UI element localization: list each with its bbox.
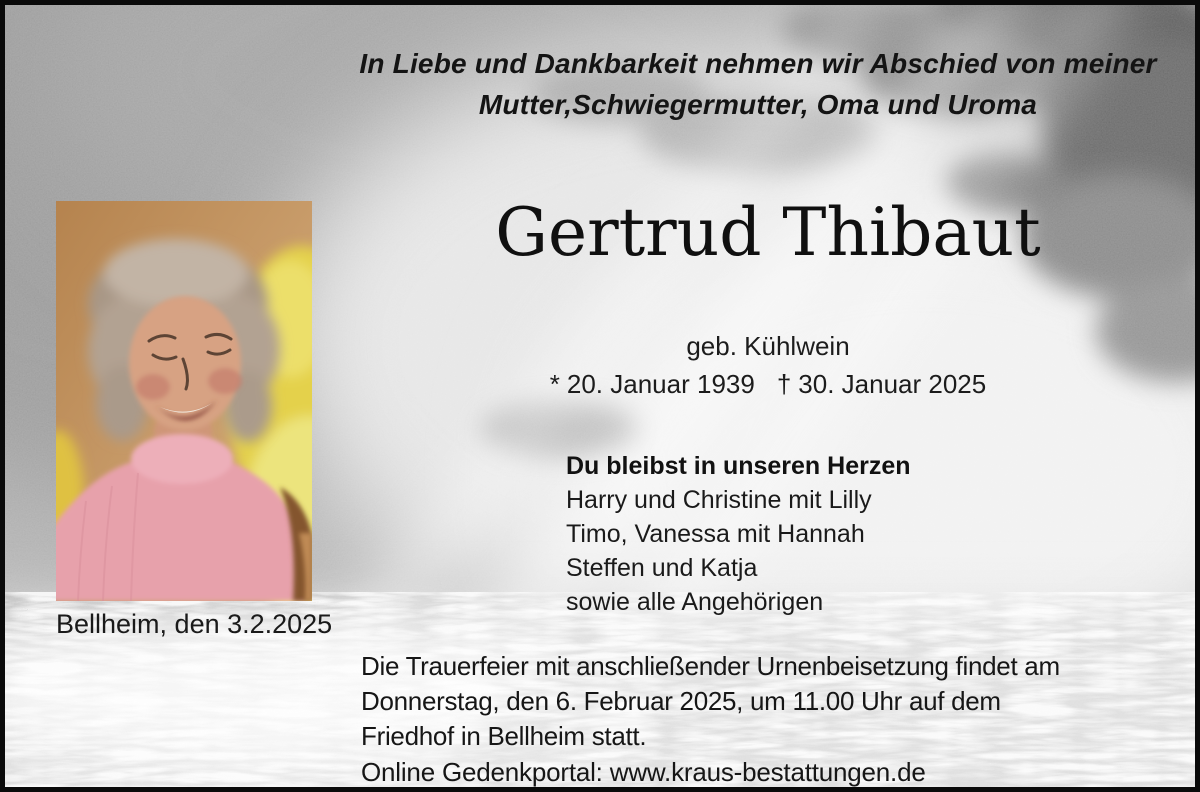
intro-line-1: In Liebe und Dankbarkeit nehmen wir Abschied von meiner xyxy=(359,48,1157,79)
funeral-line: Friedhof in Bellheim statt. xyxy=(361,721,647,751)
deceased-name: Gertrud Thibaut xyxy=(495,194,1041,271)
born-asterisk-symbol: * xyxy=(549,369,560,399)
mourners-block xyxy=(566,449,911,619)
portrait-photo-image xyxy=(56,201,312,601)
mourner-line: Harry und Christine mit Lilly xyxy=(566,486,872,514)
place-and-date: Bellheim, den 3.2.2025 xyxy=(56,609,333,639)
memorial-portal-line xyxy=(361,757,926,788)
portrait-photo xyxy=(56,201,312,601)
memorial-portal-label: Online Gedenkportal: xyxy=(361,757,603,787)
died-cross-symbol: † xyxy=(776,369,792,399)
birth-date-text: 20. Januar 1939 xyxy=(566,369,755,399)
funeral-info xyxy=(361,649,1060,754)
death-date xyxy=(777,369,986,399)
funeral-line: Die Trauerfeier mit anschließender Urnenbeisetzung findet am xyxy=(361,651,1060,681)
mourner-line: Timo, Vanessa mit Hannah xyxy=(566,520,865,548)
memorial-portal-url: www.kraus-bestattungen.de xyxy=(609,757,926,787)
death-date-text: 30. Januar 2025 xyxy=(798,369,987,399)
intro-text xyxy=(325,43,1191,125)
mourner-line: sowie alle Angehörigen xyxy=(566,588,824,616)
life-dates xyxy=(325,369,1200,400)
mourner-line: Steffen und Katja xyxy=(566,554,758,582)
birth-date xyxy=(550,369,755,399)
farewell-phrase: Du bleibst in unseren Herzen xyxy=(566,452,911,480)
funeral-line: Donnerstag, den 6. Februar 2025, um 11.00 Uhr auf dem xyxy=(361,686,1001,716)
intro-line-2: Mutter,Schwiegermutter, Oma und Uroma xyxy=(478,89,1038,120)
maiden-name: geb. Kühlwein xyxy=(686,331,850,361)
